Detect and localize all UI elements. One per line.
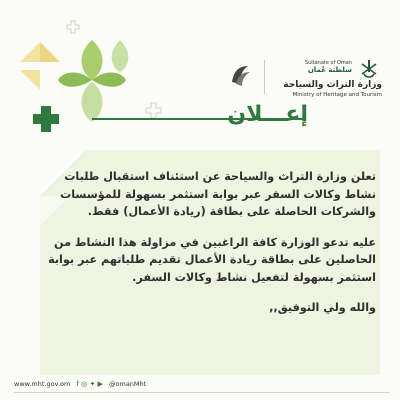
yellow-triangle <box>20 42 40 62</box>
announcement-title: إعـــلان <box>227 102 308 127</box>
announcement-paragraph: عليه تدعو الوزارة كافة الراغبين في مزاولة هذا النشاط من الحاصلين على بطاقة ريادة الأعمال تقديم طلباتهم عبر بوابة استثمر بسهولة لتفعيل نشاط وكالات السفر. <box>48 235 376 284</box>
announcement-paragraph: تعلن وزارة التراث والسياحة عن استئناف استقبال طلبات نشاط وكالات السفر عبر بوابة استثمر بسهولة للمؤسسات والشركات الحاصلة على بطاقة (ريادة الأعمال) فقط. <box>59 170 376 218</box>
yellow-triangle <box>20 70 40 90</box>
instagram-icon[interactable]: ◎ <box>81 380 88 388</box>
yellow-triangle <box>40 42 60 62</box>
oman-khanjar-icon <box>356 58 382 80</box>
youtube-icon[interactable]: ▶ <box>97 380 103 388</box>
logo-separator <box>264 60 265 94</box>
ministry-ar-text: وزارة التراث والسياحة <box>283 80 382 90</box>
closing-text: والله ولي التوفيق,, <box>269 301 376 314</box>
website-link[interactable]: www.mht.gov.om <box>14 380 71 388</box>
leaf-petal <box>82 82 103 122</box>
decorative-pattern <box>0 0 230 150</box>
outline-plus <box>67 21 79 33</box>
leaf-petal <box>112 40 129 72</box>
leaf-petal <box>82 40 103 80</box>
ministry-en-text: Ministry of Heritage and Tourism <box>292 92 382 98</box>
outline-plus <box>146 103 161 118</box>
sultanate-ar-text: سلطنة عُمان <box>307 66 352 74</box>
plus-shape <box>33 106 59 132</box>
social-icons <box>76 380 103 388</box>
twitter-icon[interactable]: ✦ <box>89 380 96 388</box>
announcement-body <box>40 168 376 330</box>
ministry-logo-block <box>228 56 386 100</box>
facebook-icon[interactable]: f <box>76 380 79 388</box>
sultanate-en-text: Sultanate of Oman <box>304 60 352 66</box>
social-handle[interactable]: @omanMht <box>109 380 147 388</box>
footer-divider <box>14 392 390 393</box>
footer <box>14 380 146 388</box>
heritage-emblem-icon <box>228 62 252 88</box>
